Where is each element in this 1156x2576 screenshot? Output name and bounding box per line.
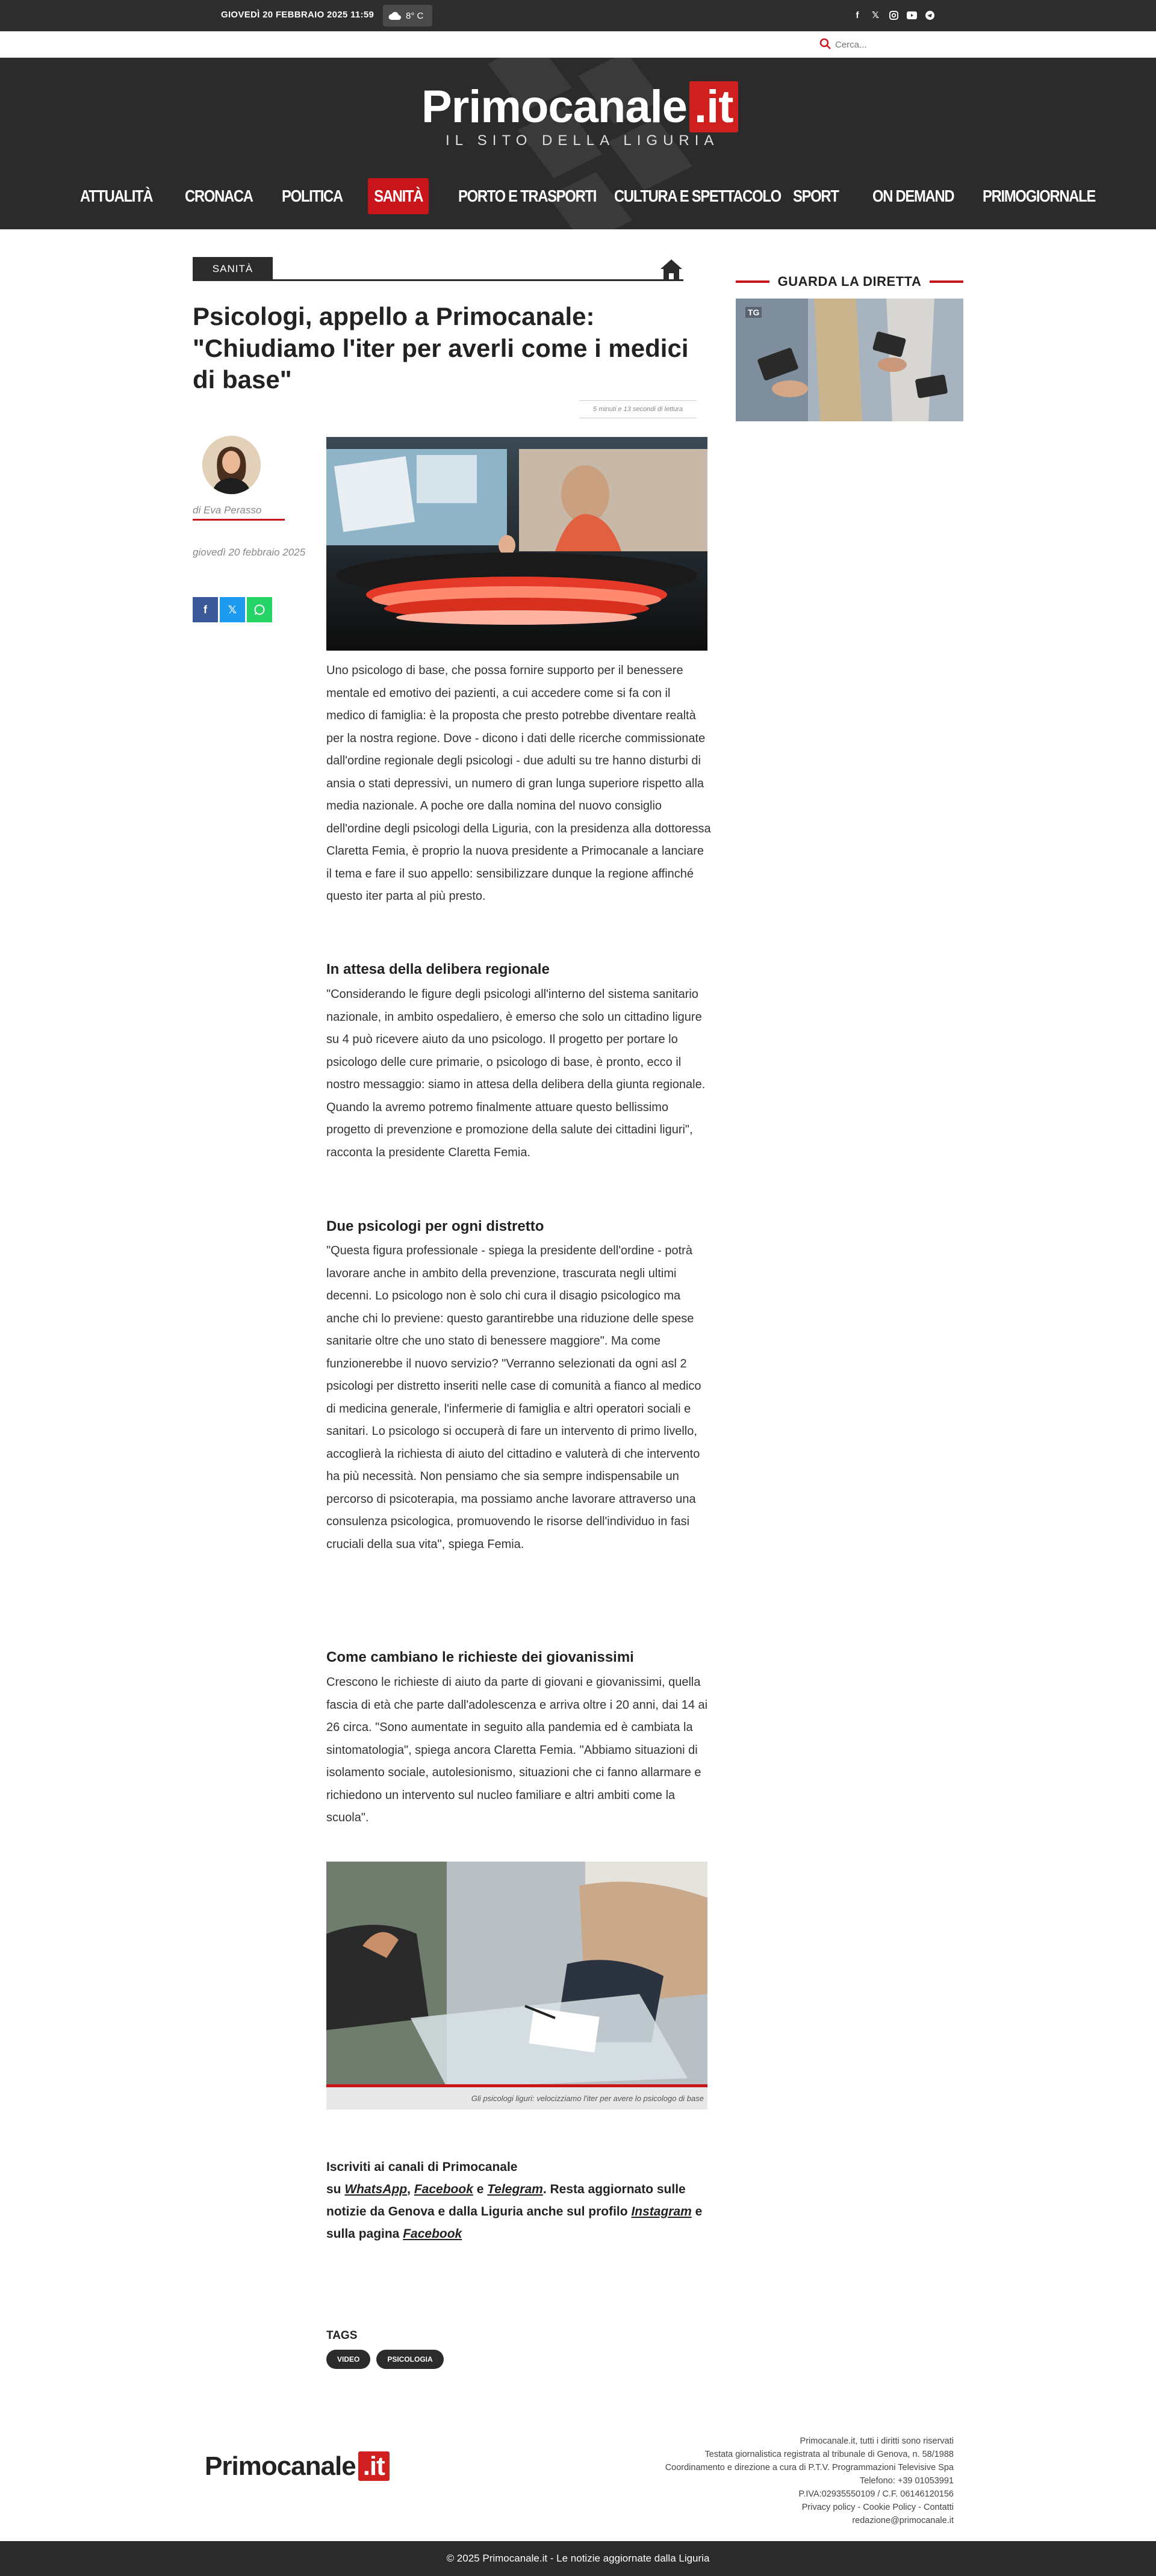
nav-item-porto-trasporti[interactable]: PORTO E TRASPORTI <box>458 187 597 205</box>
nav-item-cronaca[interactable]: CRONACA <box>185 187 253 205</box>
temperature: 8° C <box>406 10 424 21</box>
nav-item-sanita[interactable]: SANITÀ <box>368 178 429 214</box>
social-links-top <box>852 8 935 22</box>
subscribe-box <box>326 2156 712 2245</box>
section-header <box>193 257 683 281</box>
copyright-text: © 2025 Primocanale.it - Le notizie aggiornate dalla Liguria <box>446 2553 710 2564</box>
search-input[interactable] <box>834 35 1135 54</box>
tag-video[interactable]: VIDEO <box>326 2350 370 2369</box>
footer-vat: P.IVA:02935550109 / C.F. 06146120156 <box>798 2489 954 2499</box>
article-paragraph-2: "Considerando le figure degli psicologi all'interno del sistema sanitario nazionale, in ambito ospedaliero, è emerso che solo un cittadino ligure su 4 può ricevere aiuto da uno psicologo. Il progetto per portare lo psicologo delle cure primarie, o psicologo di base, è pronto, ecco il nostro messaggio: siamo in attesa della delibera della giunta regionale. Quando la avremo potremo finalmente attuare questo bellissimo progetto di prevenzione e promozione della salute dei cittadini liguri", racconta la presidente Claretta Femia. <box>326 988 706 1159</box>
share-whatsapp-icon[interactable] <box>247 597 272 622</box>
subscribe-comma: , <box>407 2182 414 2196</box>
copyright-bar <box>0 2541 1156 2576</box>
footer-phone: Telefono: +39 01053991 <box>859 2476 954 2486</box>
search-icon[interactable] <box>819 37 832 51</box>
author-portrait <box>202 436 261 494</box>
article-paragraph-3: "Questa figura professionale - spiega la presidente dell'ordine - potrà lavorare anche in ambito della prevenzione, trascurata negli ultimi decenni. Lo psicologo non è solo chi cura il disagio psicologico ma anche chi lo previene: questo garantirebbe una riduzione delle spese sanitarie oltre che uno stato di benessere maggiore". Ma come funzionerebbe il nuovo servizio? "Verranno selezionati da ogni asl 2 psicologi per distretto inseriti nelle case di comunità a fianco al medico di medicina generale, l'infermerie di famiglia e altri operatori sociali e sanitari. Lo psicologo si occuperà di fare un intervento di primo livello, accoglierà la richiesta di aiuto del cittadino e valuterà di che intervento ha più necessità. Non pensiamo che sia sempre indispensabile un percorso di psicoterapia, ma possiamo anche lavorare attraverso una consulenza psicologica, promuovendo le risorse dell'individuo in fasi cruciali della sua vita", spiega Femia. <box>326 1244 701 1551</box>
footer-registration: Testata giornalistica registrata al tribunale di Genova, n. 58/1988 <box>704 2450 954 2459</box>
nav-item-cultura-spettacolo[interactable]: CULTURA E SPETTACOLO <box>614 187 781 205</box>
reading-time: 5 minuti e 13 secondi di lettura <box>579 400 697 418</box>
site-header <box>0 58 1156 229</box>
telegram-icon[interactable] <box>924 8 935 22</box>
article-main-image[interactable] <box>326 437 707 651</box>
article-title: Psicologi, appello a Primocanale: "Chiudiamo l'iter per averli come i medici di base" <box>193 302 689 394</box>
tags-title: TAGS <box>326 2329 358 2342</box>
search-bar <box>0 31 1156 58</box>
therapy-session-image <box>326 1862 707 2087</box>
tag-psicologia[interactable]: PSICOLOGIA <box>376 2350 443 2369</box>
footer-info <box>602 2435 954 2527</box>
weather-widget[interactable] <box>383 5 432 26</box>
publish-date: giovedì 20 febbraio 2025 <box>193 546 306 558</box>
share-buttons <box>193 597 272 622</box>
tags-list <box>326 2350 444 2369</box>
current-datetime: GIOVEDÌ 20 FEBBRAIO 2025 11:59 <box>221 10 374 20</box>
x-icon[interactable]: 𝕏 <box>871 10 880 20</box>
youtube-icon[interactable] <box>906 8 917 22</box>
section-tag[interactable]: SANITÀ <box>193 257 273 281</box>
instagram-link[interactable]: Instagram <box>631 2205 692 2218</box>
top-bar <box>0 0 1156 31</box>
nav-item-primogiornale[interactable]: PRIMOGIORNALE <box>983 187 1096 205</box>
whatsapp-link[interactable]: WhatsApp <box>344 2182 408 2196</box>
subscribe-text-su: su <box>326 2182 345 2196</box>
subscribe-and: e <box>473 2182 488 2196</box>
title-line-right <box>930 280 963 283</box>
footer-email[interactable]: redazione@primocanale.it <box>852 2516 954 2525</box>
main-nav <box>0 178 1156 214</box>
live-stream-image <box>736 299 963 421</box>
site-tagline: IL SITO DELLA LIGURIA <box>446 132 719 149</box>
footer-coordination: Coordinamento e direzione a cura di P.T.V. Programmazioni Televisive Spa <box>665 2463 954 2472</box>
author-avatar[interactable] <box>202 436 261 494</box>
live-stream-thumbnail[interactable] <box>736 299 963 421</box>
live-section-title <box>736 271 963 293</box>
footer-policy-links[interactable]: Privacy policy - Cookie Policy - Contatti <box>801 2503 954 2512</box>
facebook-icon[interactable]: f <box>856 10 859 20</box>
channel-badge: TG <box>745 307 762 318</box>
image-caption: Gli psicologi liguri: velocizziamo l'iter per avere lo psicologo di base <box>326 2087 707 2110</box>
subscribe-text-3: . Resta aggiornato sulle notizie da Genova e dalla Liguria anche sul profilo <box>326 2182 686 2218</box>
author-name[interactable]: di Eva Perasso <box>193 504 285 521</box>
instagram-icon[interactable] <box>888 8 899 22</box>
article-heading-2: Due psicologi per ogni distretto <box>326 1218 544 1234</box>
article-heading-3: Come cambiano le richieste dei giovanissimi <box>326 1649 634 1665</box>
article-paragraph-1: Uno psicologo di base, che possa fornire supporto per il benessere mentale ed emotivo dei pazienti, a cui accedere come si fa con il medico di famiglia: è la proposta che presto potrebbe diventare realtà per la nostra regione. Dove - dicono i dati delle ricerche commissionate dall'ordine regionale degli psicologi - due adulti su tre hanno disturbi di ansia o stati depressivi, un numero di gran lunga superiore rispetto alla media nazionale. A poche ore dalla nomina del nuovo consiglio dell'ordine degli psicologi della Liguria, con la presidenza alla dottoressa Claretta Femia, è proprio la nuova presidente a Primocanale a lanciare il tema e fare il suo appello: sensibilizzare dunque la regione affinché questo iter parta al più presto. <box>326 664 711 903</box>
site-logo[interactable]: Primocanale .it <box>421 84 738 130</box>
nav-item-politica[interactable]: POLITICA <box>282 187 343 205</box>
live-title-text: GUARDA LA DIRETTA <box>777 274 922 289</box>
article-heading-1: In attesa della delibera regionale <box>326 961 550 977</box>
article-inline-image[interactable] <box>326 1862 707 2087</box>
footer-logo[interactable]: Primocanale .it <box>205 2451 390 2482</box>
telegram-link[interactable]: Telegram <box>487 2182 543 2196</box>
subscribe-text-4: e sulla pagina <box>326 2205 703 2241</box>
share-facebook-icon[interactable]: f <box>193 597 218 622</box>
home-icon[interactable] <box>659 257 683 281</box>
title-line-left <box>736 280 769 283</box>
facebook-page-link[interactable]: Facebook <box>403 2227 462 2241</box>
nav-item-sport[interactable]: SPORT <box>793 187 839 205</box>
facebook-link[interactable]: Facebook <box>414 2182 473 2196</box>
share-x-icon[interactable]: 𝕏 <box>220 597 245 622</box>
nav-item-on-demand[interactable]: ON DEMAND <box>872 187 954 205</box>
cloud-icon <box>388 11 402 20</box>
footer-rights: Primocanale.it, tutti i diritti sono riservati <box>800 2436 954 2446</box>
article-paragraph-4: Crescono le richieste di aiuto da parte di giovani e giovanissimi, quella fascia di età che parte dall'adolescenza e arriva oltre i 20 anni, dai 14 ai 26 circa. "Sono aumentate in seguito alla pandemia ed è cambiata la sintomatologia", spiega ancora Claretta Femia. "Abbiamo situazioni di isolamento sociale, autolesionismo, situazioni che ci fanno allarmare e richiedono un intervento sul nucleo familiare e altri ambiti come la scuola". <box>326 1676 708 1824</box>
tv-studio-image <box>326 437 707 651</box>
nav-item-attualita[interactable]: ATTUALITÀ <box>80 187 153 205</box>
subscribe-line-1: Iscriviti ai canali di Primocanale <box>326 2160 518 2174</box>
